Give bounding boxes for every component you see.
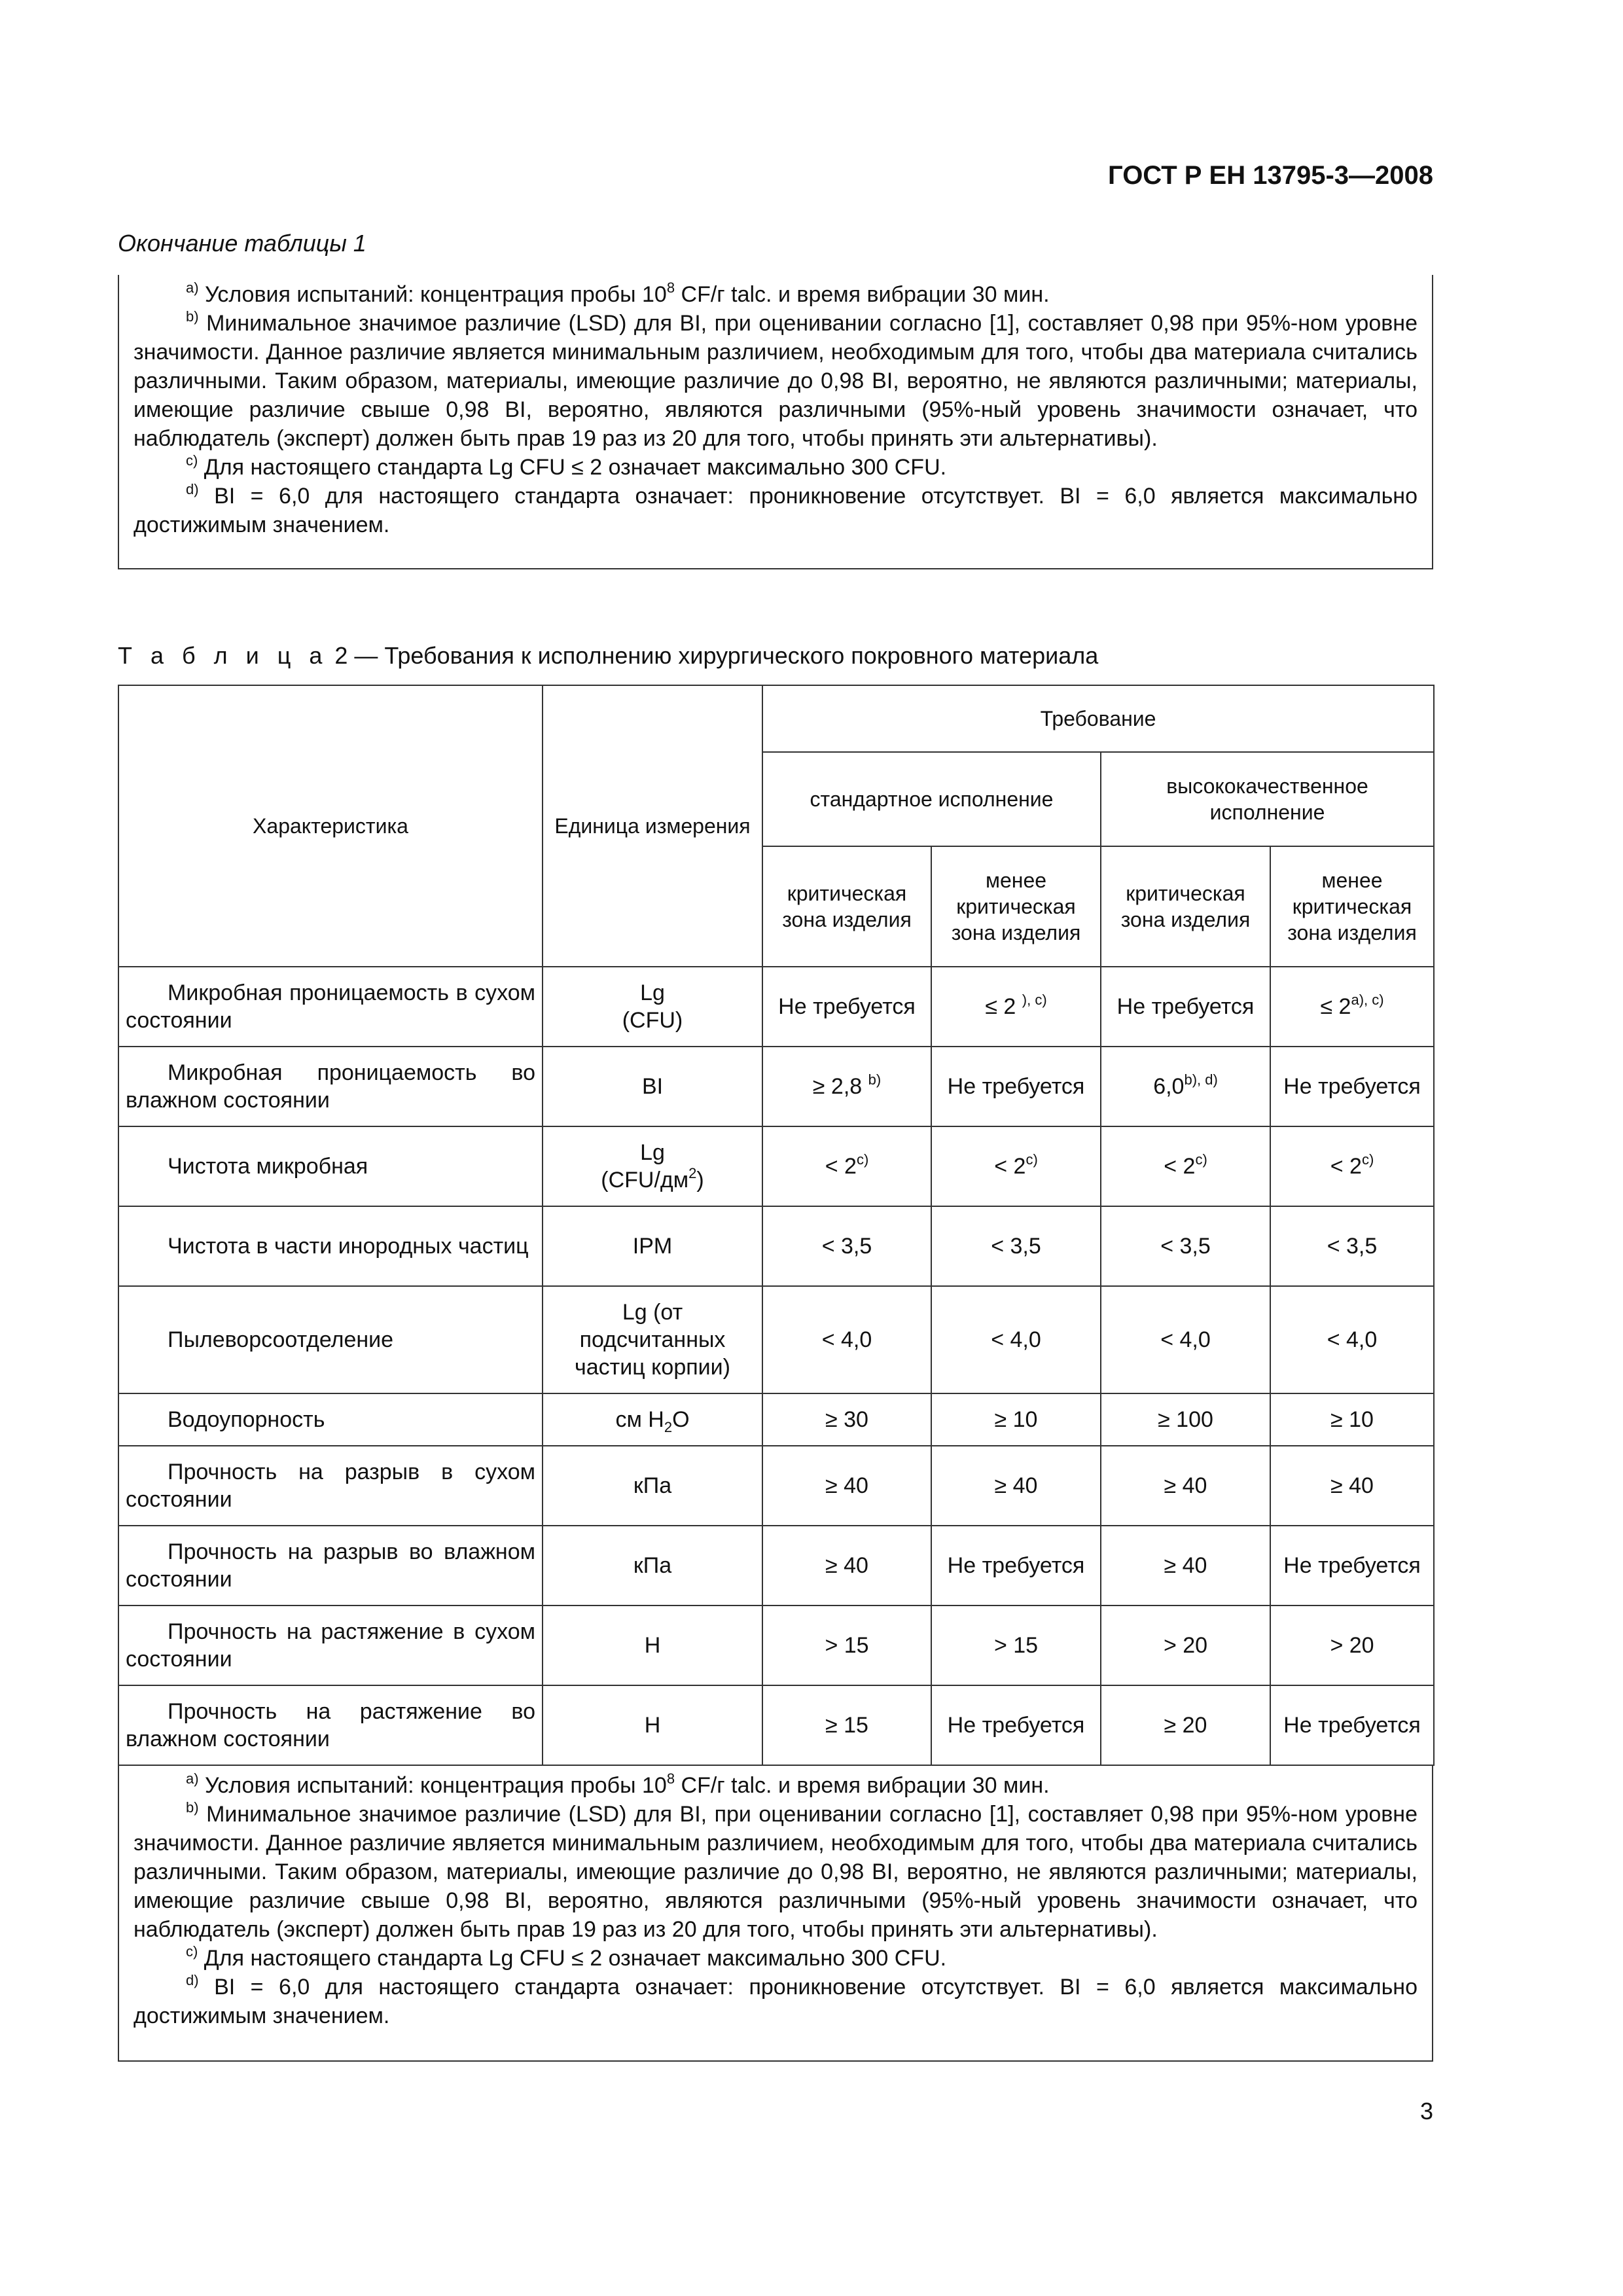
table2-footnotes [118,1766,1433,2062]
table-row [118,1126,1434,1206]
footnote-c [134,453,1418,482]
value-cell: Не требуется [931,1047,1101,1126]
footnote-text: BI = 6,0 для настоящего стандарта означает: проникновение отсутствует. BI = 6,0 является максимально достижимым значением. [134,1975,1418,2028]
footnote-text: CF/г talc. и время вибрации 30 мин. [675,282,1050,307]
unit-cell: Н [543,1685,762,1765]
value-cell: < $2^{c)}$ [931,1126,1101,1206]
characteristic-cell [118,1605,543,1685]
page-number: 3 [1419,2098,1433,2125]
value-cell: ≥ 40 [762,1446,931,1526]
table-row [118,1286,1434,1393]
table-row [118,1206,1434,1286]
footnote-mark: c) [186,452,198,469]
unit-cell: IPM [543,1206,762,1286]
value-cell: < 4,0 [931,1286,1101,1393]
value-cell: ≥ 10 [1270,1393,1434,1446]
value-cell: Не требуется [931,1526,1101,1605]
value-cell: Не требуется [1270,1685,1434,1765]
value-cell: < 3,5 [1101,1206,1270,1286]
value-cell: < $2^{c)}$ [762,1126,931,1206]
characteristic-cell [118,1286,543,1393]
footnote-d [134,1973,1418,2030]
footnote-mark: d) [186,1972,199,1988]
unit-cell: Н [543,1605,762,1685]
characteristic-text: Микробная проницаемость в сухом состоянии [126,980,535,1033]
footnote-text: BI = 6,0 для настоящего стандарта означает: проникновение отсутствует. BI = 6,0 является максимально достижимым значением. [134,484,1418,537]
characteristic-text: Прочность на растяжение во влажном состоянии [126,1699,535,1751]
table1-footnotes [118,275,1433,569]
footnote-b [134,1800,1418,1944]
unit-cell: Lg (CFU) [543,967,762,1047]
characteristic-cell [118,1393,543,1446]
unit-cell: Lg (от подсчитанных частиц корпии) [543,1286,762,1393]
header-requirement: Требование [762,685,1434,752]
footnote-mark: b) [186,308,199,325]
table-row [118,1047,1434,1126]
header-unit: Единица измерения [543,685,762,967]
value-cell: ≥ 2,8 $^{b)}$ [762,1047,931,1126]
value-cell: $6,0^{b), d)}$ [1101,1047,1270,1126]
value-cell: < 4,0 [762,1286,931,1393]
characteristic-cell [118,1446,543,1526]
footnote-b [134,309,1418,453]
footnote-mark: d) [186,481,199,497]
footnote-text: Условия испытаний: концентрация пробы 10 [205,282,667,307]
characteristic-text: Чистота микробная [168,1154,368,1179]
value-cell: < $2^{c)}$ [1270,1126,1434,1206]
table-continuation-label: Окончание таблицы 1 [118,230,366,257]
table-row [118,1605,1434,1685]
footnote-text: Условия испытаний: концентрация пробы 10 [205,1773,667,1798]
footnote-text: CF/г talc. и время вибрации 30 мин. [675,1773,1050,1798]
value-cell: > 15 [762,1605,931,1685]
characteristic-cell [118,1047,543,1126]
value-cell: < $2^{c)}$ [1101,1126,1270,1206]
footnote-ref: c) [1026,1151,1038,1168]
value-cell: Не требуется [1101,967,1270,1047]
exponent: 8 [666,1770,675,1787]
value-cell: ≥ 30 [762,1393,931,1446]
characteristic-text: Микробная проницаемость во влажном состоянии [126,1060,535,1113]
footnote-mark: a) [186,1770,199,1787]
footnote-ref: c) [856,1151,869,1168]
footnote-a [134,280,1418,309]
value-cell: ≥ 40 [762,1526,931,1605]
header-less-critical: менее критическая зона изделия [931,846,1101,967]
table-row [118,1685,1434,1765]
exponent: 8 [666,279,675,296]
header-standard: стандартное исполнение [762,752,1101,846]
footnote-text: Минимальное значимое различие (LSD) для BI, при оценивании согласно [1], составляет 0,98 при 95%-ном уровне значимости. Данное различие является минимальным различием, необходимым для того, чтобы два материала считались различными. Таким образом, материалы, имеющие различие до 0,98 BI, вероятно, не являются различными; материалы, имеющие различие свыше 0,98 BI, вероятно, являются различными (95%-ный уровень значимости означает, что наблюдатель (эксперт) должен быть прав 19 раз из 20 для того, чтобы принять эти альтернативы). [134,311,1418,451]
unit-cell: BI [543,1047,762,1126]
footnote-ref: b) [868,1071,882,1088]
value-cell: < 3,5 [762,1206,931,1286]
characteristic-text: Пылеворсоотделение [168,1327,394,1352]
footnote-text: Минимальное значимое различие (LSD) для BI, при оценивании согласно [1], составляет 0,98 при 95%-ном уровне значимости. Данное различие является минимальным различием, необходимым для того, чтобы два материала считались различными. Таким образом, материалы, имеющие различие до 0,98 BI, вероятно, не являются различными; материалы, имеющие различие свыше 0,98 BI, вероятно, являются различными (95%-ный уровень значимости означает, что наблюдатель (эксперт) должен быть прав 19 раз из 20 для того, чтобы принять эти альтернативы). [134,1802,1418,1942]
footnote-mark: b) [186,1799,199,1816]
requirements-table [118,685,1435,1766]
value-cell: ≥ 40 [1101,1526,1270,1605]
value-cell: < 4,0 [1101,1286,1270,1393]
subscript: 2 [664,1419,673,1435]
exponent: 2 [688,1165,697,1181]
value-cell: ≥ 40 [1101,1446,1270,1526]
characteristic-text: Водоупорность [168,1407,325,1432]
header-high-quality: высококачественное исполнение [1101,752,1434,846]
footnote-ref: c) [1361,1151,1374,1168]
table-title-text: 2 — Требования к исполнению хирургического покровного материала [328,642,1099,669]
value-cell: < 3,5 [931,1206,1101,1286]
unit-cell: см $H_2O$ [543,1393,762,1446]
value-cell: Не требуется [1270,1047,1434,1126]
footnote-ref: ), c) [1022,992,1047,1008]
footnote-mark: a) [186,279,199,296]
value-cell: > 20 [1101,1605,1270,1685]
footnote-text: Для настоящего стандарта Lg CFU ≤ 2 означает максимально 300 CFU. [204,1946,947,1971]
footnote-text: Для настоящего стандарта Lg CFU ≤ 2 означает максимально 300 CFU. [204,455,947,480]
footnote-c [134,1944,1418,1973]
characteristic-cell [118,1206,543,1286]
value-cell: > 20 [1270,1605,1434,1685]
value-cell: > 15 [931,1605,1101,1685]
value-cell: Не требуется [931,1685,1101,1765]
value-cell: Не требуется [1270,1526,1434,1605]
unit-cell: Lg $(CFU/дм^2)$ [543,1126,762,1206]
unit-cell: кПа [543,1526,762,1605]
footnote-ref: c) [1195,1151,1207,1168]
value-cell: ≤ $2^{a), c)}$ [1270,967,1434,1047]
value-cell: ≥ 40 [931,1446,1101,1526]
table-row [118,1393,1434,1446]
unit-cell: кПа [543,1446,762,1526]
value-cell: ≥ 100 [1101,1393,1270,1446]
characteristic-cell [118,1526,543,1605]
table-row [118,1526,1434,1605]
value-cell: ≥ 10 [931,1393,1101,1446]
characteristic-cell [118,1126,543,1206]
table-row [118,967,1434,1047]
header-critical: критическая зона изделия [1101,846,1270,967]
footnote-d [134,482,1418,539]
characteristic-cell [118,967,543,1047]
footnote-ref: b), d) [1184,1071,1218,1088]
footnote-ref: a), c) [1351,992,1384,1008]
characteristic-text: Прочность на растяжение в сухом состоянии [126,1619,535,1672]
characteristic-text: Чистота в части инородных частиц [168,1234,529,1259]
value-cell: ≥ 20 [1101,1685,1270,1765]
document-code: ГОСТ Р ЕН 13795-3—2008 [1108,161,1433,190]
characteristic-text: Прочность на разрыв во влажном состоянии [126,1539,535,1592]
characteristic-text: Прочность на разрыв в сухом состоянии [126,1460,535,1512]
table-title [118,641,1098,670]
value-cell: Не требуется [762,967,931,1047]
value-cell: < 4,0 [1270,1286,1434,1393]
value-cell: ≥ 40 [1270,1446,1434,1526]
value-cell: ≤ 2 $^{), c)}$ [931,967,1101,1047]
header-critical: критическая зона изделия [762,846,931,967]
footnote-mark: c) [186,1943,198,1960]
value-cell: ≥ 15 [762,1685,931,1765]
table-title-prefix: Т а б л и ц а [118,642,329,669]
header-less-critical: менее критическая зона изделия [1270,846,1434,967]
characteristic-cell [118,1685,543,1765]
header-characteristic: Характеристика [118,685,543,967]
footnote-a [134,1771,1418,1800]
table-row [118,1446,1434,1526]
value-cell: < 3,5 [1270,1206,1434,1286]
